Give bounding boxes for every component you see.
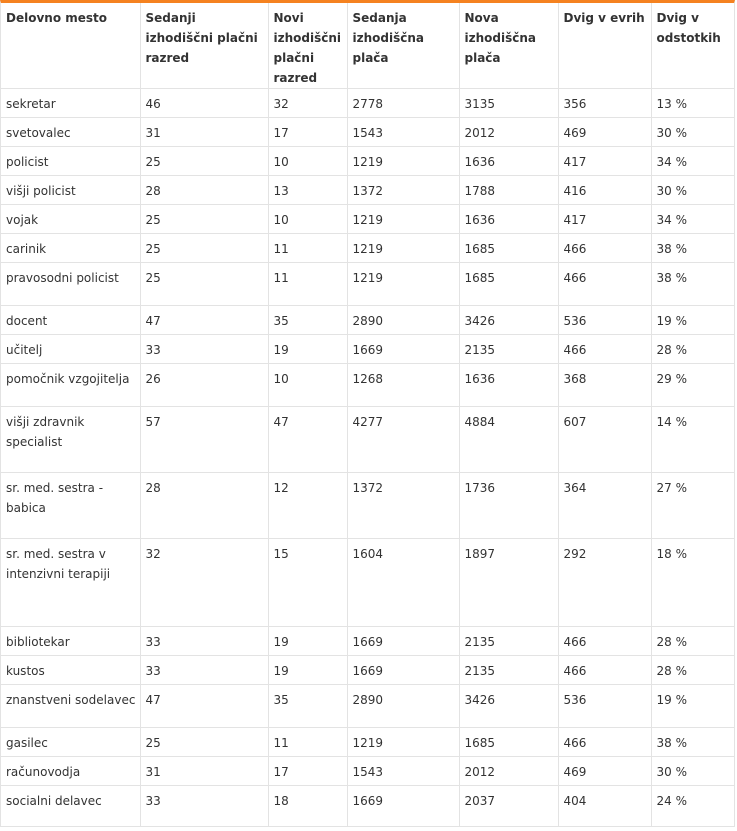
table-row (1, 118, 734, 147)
cell-current-salary: 1669 (347, 335, 459, 364)
table-row (1, 407, 734, 473)
cell-new-grade: 11 (268, 263, 347, 306)
cell-new-grade: 11 (268, 728, 347, 757)
cell-current-salary: 2890 (347, 685, 459, 728)
cell-new-salary: 1685 (459, 263, 558, 306)
cell-current-salary: 1219 (347, 205, 459, 234)
cell-new-salary: 2012 (459, 118, 558, 147)
header-sedanji-razred: Sedanji izhodiščni plačni razred (140, 3, 268, 89)
table-row (1, 728, 734, 757)
table-row (1, 685, 734, 728)
cell-new-grade: 15 (268, 539, 347, 627)
cell-position: učitelj (1, 335, 140, 364)
cell-position: pravosodni policist (1, 263, 140, 306)
cell-raise-percent: 38 % (651, 234, 734, 263)
cell-raise-eur: 469 (558, 757, 651, 786)
table-row (1, 627, 734, 656)
cell-current-grade: 25 (140, 263, 268, 306)
cell-raise-percent: 13 % (651, 89, 734, 118)
cell-raise-percent: 28 % (651, 335, 734, 364)
cell-raise-percent: 34 % (651, 147, 734, 176)
cell-current-salary: 1372 (347, 473, 459, 539)
cell-position: znanstveni sodelavec (1, 685, 140, 728)
cell-current-grade: 33 (140, 627, 268, 656)
cell-position: sr. med. sestra - babica (1, 473, 140, 539)
cell-current-grade: 25 (140, 147, 268, 176)
cell-raise-eur: 466 (558, 335, 651, 364)
table-header (1, 3, 734, 89)
cell-position: docent (1, 306, 140, 335)
cell-raise-eur: 536 (558, 685, 651, 728)
cell-current-grade: 31 (140, 757, 268, 786)
cell-raise-eur: 466 (558, 263, 651, 306)
cell-current-salary: 1219 (347, 263, 459, 306)
cell-current-grade: 47 (140, 306, 268, 335)
cell-current-salary: 1268 (347, 364, 459, 407)
cell-current-salary: 1372 (347, 176, 459, 205)
cell-new-grade: 13 (268, 176, 347, 205)
cell-position: socialni delavec (1, 786, 140, 827)
table-row (1, 656, 734, 685)
cell-new-grade: 10 (268, 147, 347, 176)
cell-raise-percent: 24 % (656, 794, 687, 808)
cell-raise-percent: 19 % (651, 306, 734, 335)
cell-raise-eur: 364 (558, 473, 651, 539)
cell-new-grade: 18 (268, 786, 347, 827)
cell-current-salary: 2778 (347, 89, 459, 118)
cell-new-grade: 32 (268, 89, 347, 118)
cell-raise-percent: 29 % (651, 364, 734, 407)
cell-position: policist (1, 147, 140, 176)
cell-current-grade: 28 (140, 176, 268, 205)
cell-position: bibliotekar (1, 627, 140, 656)
cell-current-grade: 57 (140, 407, 268, 473)
cell-new-salary: 2135 (459, 335, 558, 364)
cell-current-salary: 1669 (347, 656, 459, 685)
cell-current-grade: 25 (140, 234, 268, 263)
header-dvig-odstotki: Dvig v odstotkih (651, 3, 734, 89)
cell-current-grade: 33 (140, 656, 268, 685)
table-row (1, 234, 734, 263)
table-row (1, 89, 734, 118)
cell-new-salary: 3426 (459, 685, 558, 728)
cell-new-grade: 11 (268, 234, 347, 263)
cell-new-grade: 35 (268, 306, 347, 335)
cell-new-salary: 2135 (459, 656, 558, 685)
header-nova-placa: Nova izhodiščna plača (459, 3, 558, 89)
cell-new-grade: 19 (268, 627, 347, 656)
cell-raise-eur: 466 (558, 728, 651, 757)
cell-current-grade: 31 (140, 118, 268, 147)
cell-raise-eur: 417 (558, 147, 651, 176)
cell-new-salary: 2012 (459, 757, 558, 786)
cell-position: višji policist (1, 176, 140, 205)
cell-raise-eur: 466 (558, 234, 651, 263)
cell-position: carinik (1, 234, 140, 263)
cell-new-salary: 1897 (459, 539, 558, 627)
cell-current-salary: 1604 (347, 539, 459, 627)
cell-raise-percent: 14 % (651, 407, 734, 473)
table-row (1, 176, 734, 205)
cell-current-salary: 2890 (347, 306, 459, 335)
cell-position: pomočnik vzgojitelja (1, 364, 140, 407)
table-row (1, 147, 734, 176)
table-row (1, 263, 734, 306)
cell-raise-eur: 607 (558, 407, 651, 473)
header-row (1, 3, 734, 89)
cell-new-grade: 17 (268, 118, 347, 147)
table-row (1, 364, 734, 407)
cell-raise-eur: 292 (558, 539, 651, 627)
cell-position: sr. med. sestra v intenzivni terapiji (1, 539, 140, 627)
table-row (1, 335, 734, 364)
cell-raise-percent: 34 % (651, 205, 734, 234)
cell-new-grade: 12 (268, 473, 347, 539)
cell-current-salary: 1219 (347, 728, 459, 757)
cell-raise-percent: 19 % (651, 685, 734, 728)
cell-position: kustos (1, 656, 140, 685)
header-dvig-evri: Dvig v evrih (558, 3, 651, 89)
cell-raise-percent: 30 % (651, 118, 734, 147)
cell-current-grade: 28 (140, 473, 268, 539)
table-body (1, 89, 734, 827)
cell-raise-eur: 466 (558, 627, 651, 656)
cell-new-grade: 47 (268, 407, 347, 473)
header-sedanja-placa: Sedanja izhodiščna plača (347, 3, 459, 89)
cell-new-salary: 4884 (459, 407, 558, 473)
cell-raise-percent: 30 % (651, 176, 734, 205)
cell-current-salary: 1669 (347, 627, 459, 656)
cell-new-grade: 19 (268, 335, 347, 364)
cell-position: vojak (1, 205, 140, 234)
cell-raise-percent: 38 % (651, 263, 734, 306)
cell-new-salary: 2135 (459, 627, 558, 656)
cell-new-salary: 3135 (459, 89, 558, 118)
cell-raise-percent: 38 % (651, 728, 734, 757)
cell-current-salary: 1543 (347, 757, 459, 786)
table-row (1, 306, 734, 335)
cell-current-salary: 1669 (347, 786, 459, 827)
cell-raise-percent: 28 % (651, 627, 734, 656)
cell-raise-eur: 536 (558, 306, 651, 335)
table-row (1, 757, 734, 786)
header-novi-razred: Novi izhodiščni plačni razred (268, 3, 347, 89)
cell-current-grade: 47 (140, 685, 268, 728)
cell-raise-eur: 466 (558, 656, 651, 685)
cell-position: računovodja (1, 757, 140, 786)
cell-raise-percent: 18 % (651, 539, 734, 627)
cell-raise-percent: 27 % (651, 473, 734, 539)
cell-position: gasilec (1, 728, 140, 757)
cell-current-grade: 33 (140, 786, 268, 827)
cell-current-grade: 46 (140, 89, 268, 118)
cell-raise-eur: 417 (558, 205, 651, 234)
cell-raise-percent: 30 % (651, 757, 734, 786)
cell-current-grade: 25 (140, 205, 268, 234)
cell-new-salary: 1636 (459, 147, 558, 176)
table-row (1, 539, 734, 627)
cell-current-grade: 25 (140, 728, 268, 757)
cell-position: sekretar (1, 89, 140, 118)
table-row (1, 205, 734, 234)
table-row (1, 786, 734, 827)
cell-raise-eur: 404 (558, 786, 651, 827)
cell-raise-eur: 469 (558, 118, 651, 147)
cell-current-salary: 1219 (347, 234, 459, 263)
cell-new-salary: 1636 (459, 364, 558, 407)
cell-current-grade: 26 (140, 364, 268, 407)
cell-raise-eur: 356 (558, 89, 651, 118)
cell-new-grade: 10 (268, 364, 347, 407)
cell-position: višji zdravnik specialist (1, 407, 140, 473)
cell-raise-eur: 368 (558, 364, 651, 407)
cell-new-grade: 35 (268, 685, 347, 728)
salary-table (1, 3, 734, 827)
cell-new-salary: 1685 (459, 728, 558, 757)
table-row (1, 473, 734, 539)
header-delovno-mesto: Delovno mesto (1, 3, 140, 89)
cell-current-salary: 1543 (347, 118, 459, 147)
cell-new-salary: 1636 (459, 205, 558, 234)
cell-current-salary: 1219 (347, 147, 459, 176)
cell-raise-percent: 28 % (651, 656, 734, 685)
cell-new-grade: 10 (268, 205, 347, 234)
cell-new-salary: 1788 (459, 176, 558, 205)
cell-new-salary: 3426 (459, 306, 558, 335)
cell-current-grade: 32 (140, 539, 268, 627)
cell-position: svetovalec (1, 118, 140, 147)
cell-new-grade: 17 (268, 757, 347, 786)
cell-new-salary: 2037 (459, 786, 558, 827)
cell-new-salary: 1736 (459, 473, 558, 539)
cell-current-grade: 33 (140, 335, 268, 364)
cell-raise-eur: 416 (558, 176, 651, 205)
cell-new-grade: 19 (268, 656, 347, 685)
cell-current-salary: 4277 (347, 407, 459, 473)
cell-new-salary: 1685 (459, 234, 558, 263)
